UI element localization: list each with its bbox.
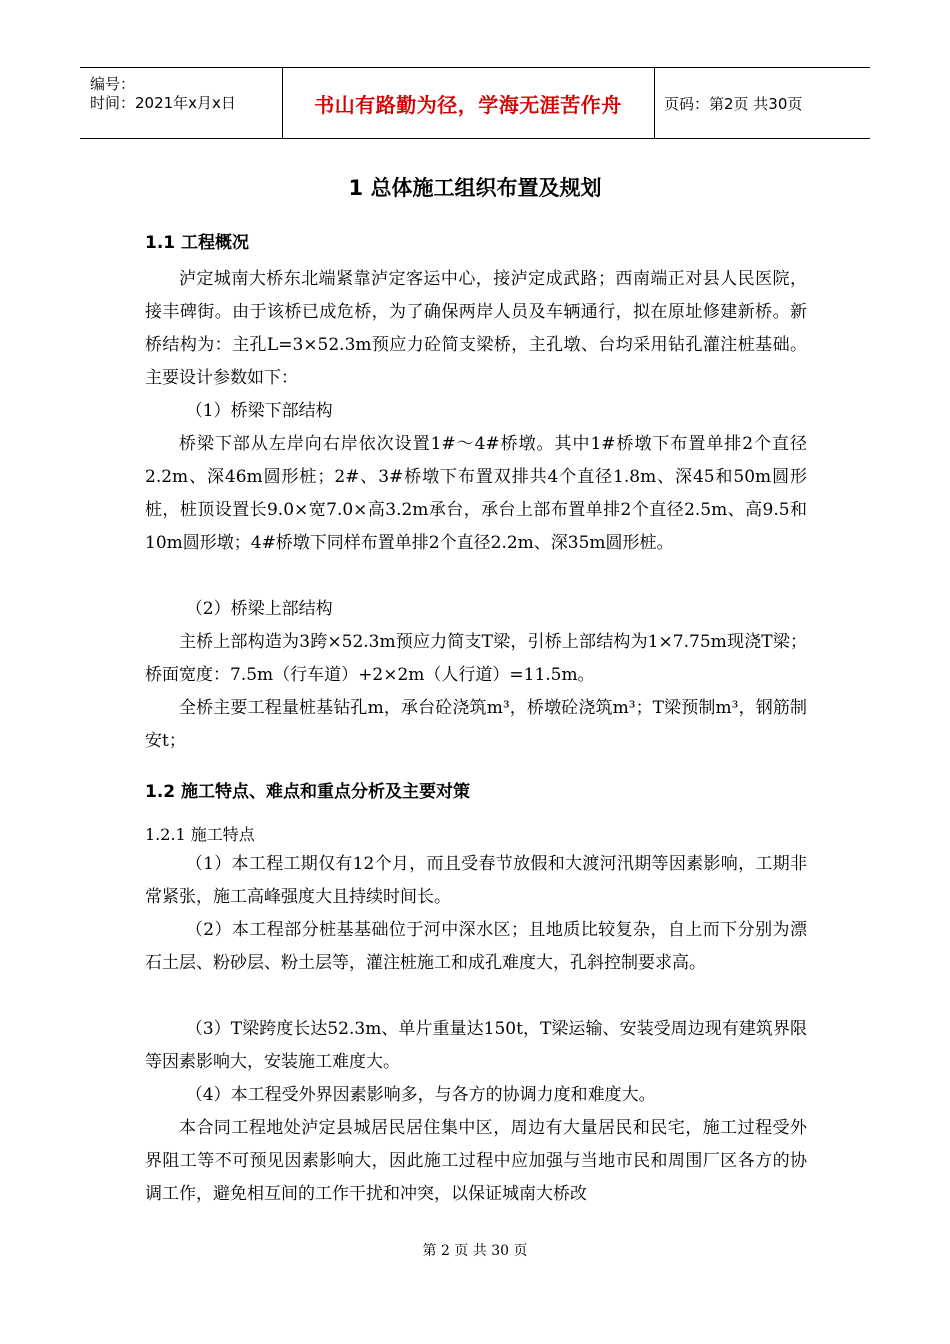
paragraph-substructure: 桥梁下部从左岸向右岸依次设置1#～4#桥墩。其中1#桥墩下布置单排2个直径2.2m、深46m圆形桩；2#、3#桥墩下布置双排共4个直径1.8m、深45和50m圆形桩，桩顶设置长9.0×宽7.0×高3.2m承台，承台上部布置单排2个直径2.5m、高9.5和10m圆形墩；4#桥墩下同样布置单排2个直径2.2m、深35m圆形桩。 xyxy=(145,434,807,553)
header-motto-cell xyxy=(282,68,655,138)
list-item: （2）本工程部分桩基基础位于河中深水区；且地质比较复杂，自上而下分别为漂石土层、粉砂层、粉土层等，灌注桩施工和成孔难度大，孔斜控制要求高。 xyxy=(145,920,807,973)
page-header xyxy=(80,67,870,139)
section-heading-1-1: 1.1 工程概况 xyxy=(145,233,250,253)
paragraph-superstructure: 主桥上部构造为3跨×52.3m预应力简支T梁，引桥上部结构为1×7.75m现浇T梁；桥面宽度：7.5m（行车道）+2×2m（人行道）=11.5m。 xyxy=(145,632,807,685)
subheading-substructure: （1）桥梁下部结构 xyxy=(185,401,333,421)
list-item: （3）T梁跨度长达52.3m、单片重量达150t，T梁运输、安装受周边现有建筑界限等因素影响大，安装施工难度大。 xyxy=(145,1019,807,1072)
paragraph-quantities: 全桥主要工程量桩基钻孔m，承台砼浇筑m³，桥墩砼浇筑m³；T梁预制m³，钢筋制安t； xyxy=(145,698,807,751)
list-item: （1）本工程工期仅有12个月，而且受春节放假和大渡河汛期等因素影响，工期非常紧张，施工高峰强度大且持续时间长。 xyxy=(145,854,807,907)
doc-number-label: 编号： xyxy=(90,75,136,93)
doc-date-label: 时间：2021年x月x日 xyxy=(90,94,236,112)
paragraph-overview: 泸定城南大桥东北端紧靠泸定客运中心，接泸定成武路；西南端正对县人民医院，接丰碑街。由于该桥已成危桥，为了确保两岸人员及车辆通行，拟在原址修建新桥。新桥结构为：主孔L=3×52.3m预应力砼简支梁桥，主孔墩、台均采用钻孔灌注桩基础。主要设计参数如下： xyxy=(145,269,807,388)
subsection-heading-1-2-1: 1.2.1 施工特点 xyxy=(145,825,255,844)
paragraph-coordination: 本合同工程地处泸定县城居民居住集中区，周边有大量居民和民宅，施工过程受外界阻工等不可预见因素影响大，因此施工过程中应加强与当地市民和周围厂区各方的协调工作，避免相互间的工作干扰和冲突，以保证城南大桥改 xyxy=(145,1118,807,1204)
list-item: （4）本工程受外界因素影响多，与各方的协调力度和难度大。 xyxy=(185,1085,656,1105)
header-meta-cell xyxy=(80,68,283,138)
header-page-info: 页码：第2页 共30页 xyxy=(664,94,803,113)
section-heading-1-2: 1.2 施工特点、难点和重点分析及主要对策 xyxy=(145,782,471,802)
page-footer: 第 2 页 共 30 页 xyxy=(422,1243,528,1259)
subheading-superstructure: （2）桥梁上部结构 xyxy=(185,599,333,619)
header-motto: 书山有路勤为径，学海无涯苦作舟 xyxy=(314,92,622,117)
document-title: 1 总体施工组织布置及规划 xyxy=(348,176,602,200)
